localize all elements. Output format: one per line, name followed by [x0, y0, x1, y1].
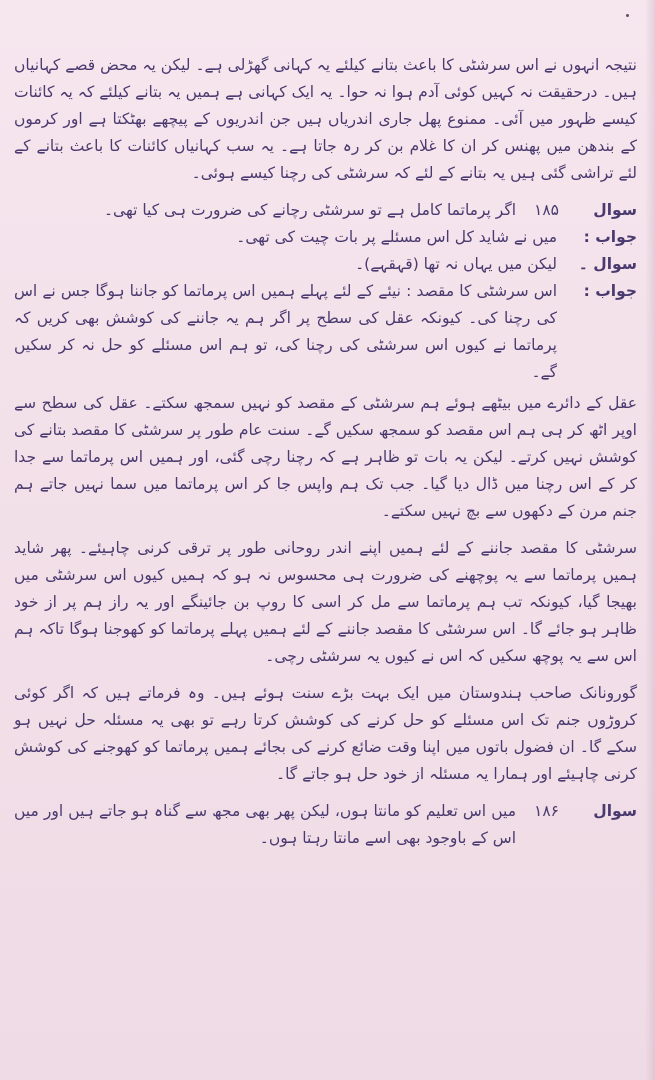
qa-text: میں اس تعلیم کو مانتا ہوں، لیکن پھر بھی مجھ سے گناہ ہو جاتے ہیں اور میں اس کے باوجود بھی اسے مانتا رہتا ہوں۔ [14, 802, 517, 847]
page-mark [626, 14, 629, 17]
page-body [14, 52, 637, 856]
question-number: ۱۸۶ [534, 802, 559, 820]
qa-label: جواب : [583, 228, 637, 246]
question-186 [14, 798, 637, 852]
question-185 [14, 197, 637, 224]
qa-label: سوال [593, 802, 637, 820]
qa-text: اس سرشٹی کا مقصد : نیئے کے لئے پہلے ہمیں اس پرماتما کو جاننا ہوگا جس نے اس کی رچنا کی۔ کیونکہ عقل کی سطح پر اگر ہم یہ جاننے کی کوشش بھی کریں کہ پرماتما نے کیوں اس سرشٹی کی رچنا کی، تو ہم اس مسئلے کو حل نہ کر سکیں گے۔ [14, 282, 557, 381]
answer-2 [14, 278, 637, 386]
question-follow-up [14, 251, 637, 278]
paragraph-purpose: سرشٹی کا مقصد جاننے کے لئے ہمیں اپنے اندر روحانی طور پر ترقی کرنی چاہیئے۔ پھر شاید ہمیں پرماتما سے یہ پوچھنے کی ضرورت ہی محسوس نہ ہو کہ ہمیں کیوں اس سرشٹی میں بھیجا گیا، کیونکہ تب ہم پرماتما سے مل کر اسی کا روپ بن جائینگے اور یہ راز ہم پر از خود ظاہر ہو جائے گا۔ اس سرشٹی کا مقصد جاننے کے لئے ہمیں پہلے پرماتما کو کھوجنا ہوگا تاکہ ہم اس سے یہ پوچھ سکیں کہ اس نے کیوں یہ سرشٹی رچی۔ [14, 539, 637, 665]
intro-paragraph: نتیجہ انہوں نے اس سرشٹی کا باعث بتانے کیلئے یہ کہانی گھڑلی ہے۔ لیکن یہ محض قصے کہانیاں ہیں۔ درحقیقت نہ کہیں کوئی آدم ہوا نہ حوا۔ یہ ایک کہانی ہے ہمیں یہ بتانے کیلئے کہ یہ کائنات کیسے ظہور میں آئی۔ ممنوع پھل جاری اندریاں ہیں جن اندریوں کے پیچھے بھٹکتا ہے اور کرموں کے بندھن میں پھنس کر ان کا غلام بن کر رہ جاتا ہے۔ یہ سب کہانیاں کائنات کا باعث بتانے کے لئے تراشی گئی ہیں یہ بتانے کے لئے کہ سرشٹی کی رچنا کیسے ہوئی۔ [14, 56, 637, 182]
qa-text: میں نے شاید کل اس مسئلے پر بات چیت کی تھی۔ [236, 228, 557, 246]
paragraph-intellect: عقل کے دائرے میں بیٹھے ہوئے ہم سرشٹی کے مقصد کو نہیں سمجھ سکتے۔ عقل کی سطح سے اوپر اٹھ کر ہی ہم اس مقصد کو سمجھ سکیں گے۔ سنت عام طور پر سرشٹی کا مقصد بتانے کی کوشش نہیں کرتے۔ لیکن یہ بات تو ظاہر ہے کہ رچنا رچی گئی، اور ہمیں اس پرماتما سے جدا کر کے اس رچنا میں ڈال دیا گیا۔ جب تک ہم واپس جا کر اس پرماتما میں سما نہیں جاتے ہم جنم مرن کے دکھوں سے بچ نہیں سکتے۔ [14, 394, 637, 520]
paragraph-guru-nanak: گورونانک صاحب ہندوستان میں ایک بہت بڑے سنت ہوئے ہیں۔ وہ فرماتے ہیں کہ اگر کوئی کروڑوں جنم تک اس مسئلے کو حل کرنے کی کوشش کرتا رہے تو بھی یہ مسئلہ حل نہیں ہو سکے گا۔ ان فضول باتوں میں اپنا وقت ضائع کرنے کی بجائے ہمیں پرماتما کو کھوجنے کی کوشش کرنی چاہیئے اور ہمارا یہ مسئلہ از خود حل ہو جاتے گا۔ [14, 684, 637, 783]
qa-text: اگر پرماتما کامل ہے تو سرشٹی رچانے کی ضرورت ہی کیا تھی۔ [103, 201, 517, 219]
question-number: ۱۸۵ [534, 201, 559, 219]
answer-1 [14, 224, 637, 251]
qa-label: سوال ۔ [578, 255, 637, 273]
qa-label: جواب : [583, 282, 637, 300]
qa-text: لیکن میں یہاں نہ تھا (قہقہے)۔ [355, 255, 557, 273]
qa-label: سوال [593, 201, 637, 219]
